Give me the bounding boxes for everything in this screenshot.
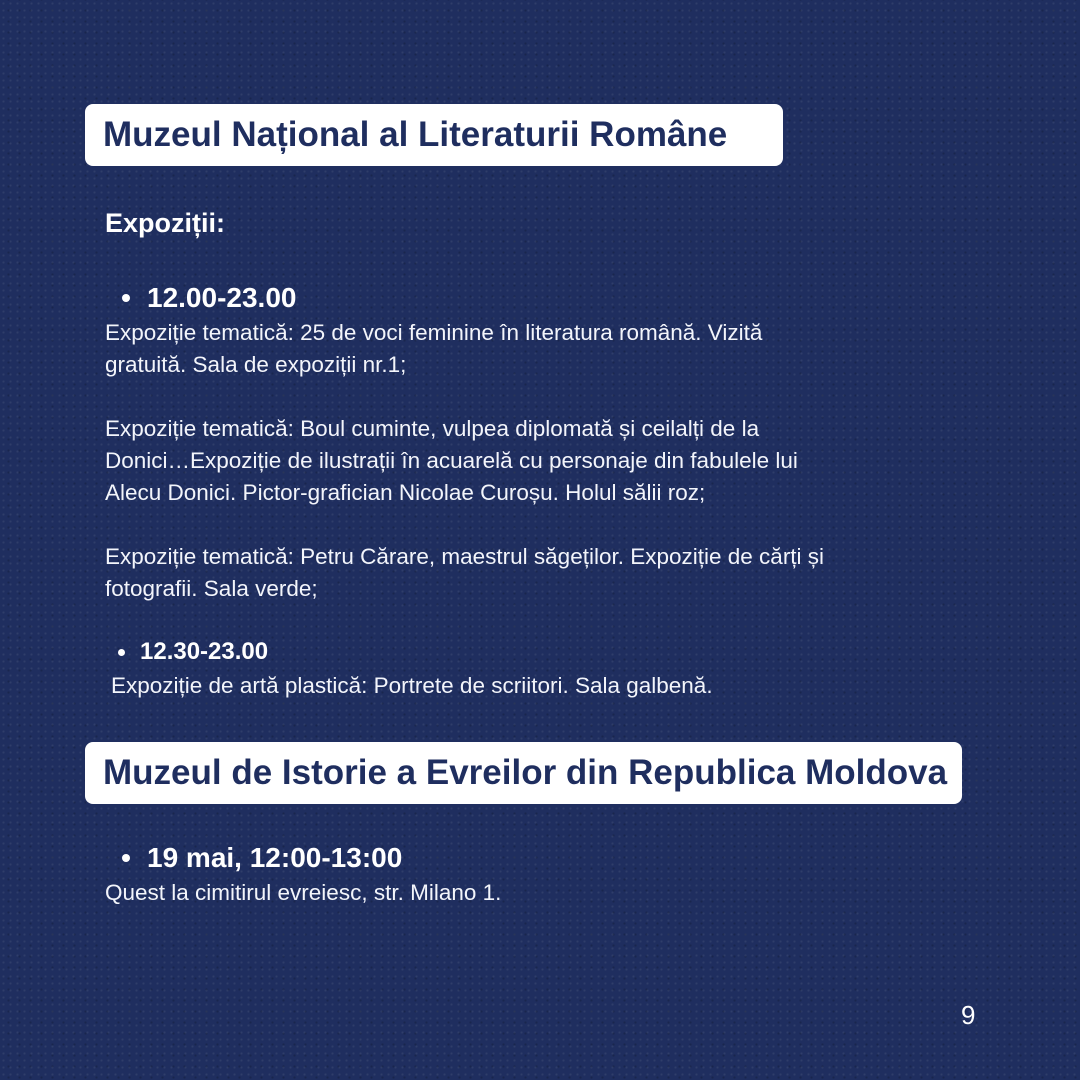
- time-slot-3: 19 mai, 12:00-13:00: [147, 842, 403, 873]
- bullet-time-1: [122, 282, 296, 314]
- section-title-box-literature-museum: [85, 104, 783, 166]
- time-slot-2: 12.30-23.00: [140, 638, 269, 665]
- bullet-dot-icon: [122, 854, 130, 862]
- paragraph-line: Expoziție tematică: 25 de voci feminine în literatura română. Vizită: [105, 320, 763, 345]
- quest-paragraph: Quest la cimitirul evreiesc, str. Milano 1.: [105, 880, 502, 905]
- page-number: 9: [961, 1000, 976, 1030]
- bullet-dot-icon: [118, 649, 125, 656]
- exhibition-paragraph-3: [105, 541, 824, 605]
- section-title-box-jewish-history-museum: [85, 742, 962, 804]
- exhibition-paragraph-4: Expoziție de artă plastică: Portrete de scriitori. Sala galbenă.: [111, 673, 713, 698]
- exhibitions-heading: Expoziții:: [105, 208, 225, 238]
- paragraph-line: Alecu Donici. Pictor-grafician Nicolae Curoșu. Holul sălii roz;: [105, 480, 706, 505]
- time-slot-1: 12.00-23.00: [147, 282, 297, 313]
- paragraph-line: Donici…Expoziție de ilustrații în acuarelă cu personaje din fabulele lui: [105, 448, 798, 473]
- paragraph-line: Expoziție tematică: Boul cuminte, vulpea diplomată și ceilalți de la: [105, 416, 760, 441]
- bullet-dot-icon: [122, 294, 130, 302]
- section-title-literature-museum: Muzeul Național al Literaturii Române: [103, 115, 728, 154]
- paragraph-line: Expoziție tematică: Petru Cărare, maestrul săgeților. Expoziție de cărți și: [105, 544, 825, 569]
- section-title-jewish-history-museum: Muzeul de Istorie a Evreilor din Republica Moldova: [103, 753, 948, 792]
- bullet-time-3: [122, 842, 402, 874]
- bullet-time-2: [118, 638, 268, 666]
- exhibition-paragraph-2: [105, 413, 798, 509]
- paragraph-line: fotografii. Sala verde;: [105, 576, 318, 601]
- exhibition-paragraph-1: [105, 317, 762, 381]
- paragraph-line: gratuită. Sala de expoziții nr.1;: [105, 352, 407, 377]
